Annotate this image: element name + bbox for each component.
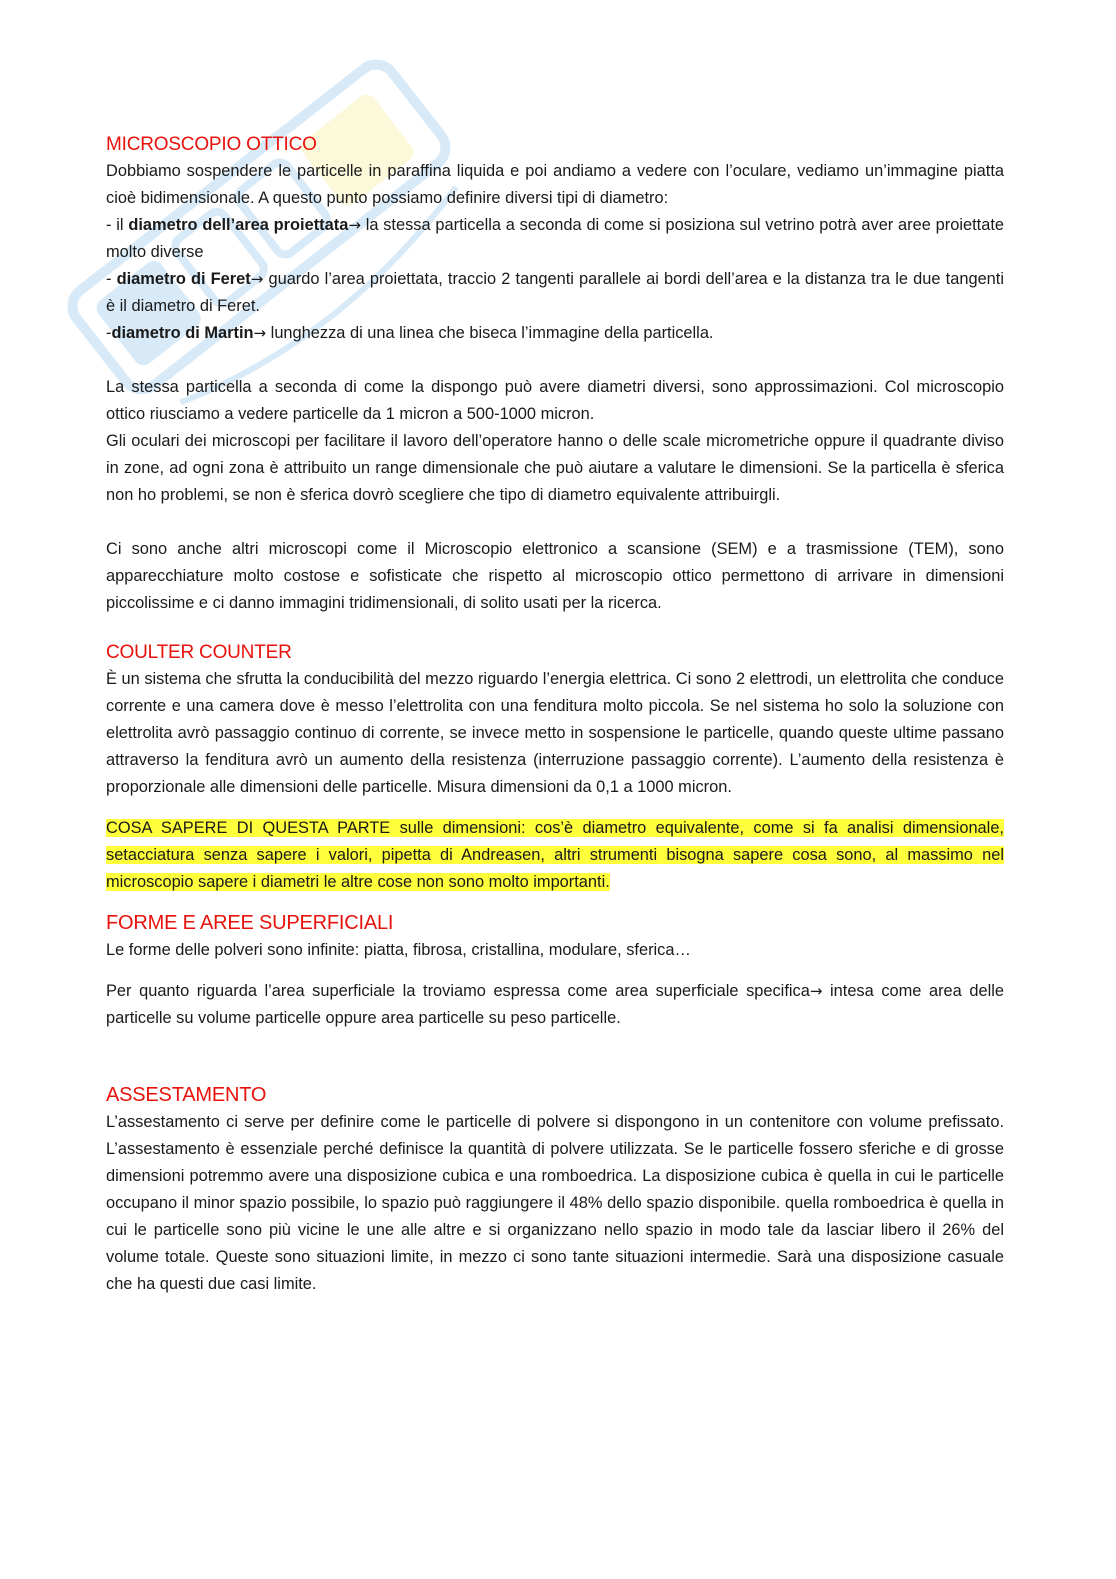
document-page — [106, 131, 1004, 1298]
arrow-icon: → — [250, 270, 264, 288]
highlighted-note — [106, 815, 1004, 896]
list-prefix: - — [106, 324, 112, 342]
paragraph-area-superficiale — [106, 978, 1004, 1032]
paragraph-intro: Dobbiamo sospendere le particelle in paraffina liquida e poi andiamo a vedere con l’oculare, vediamo un’immagine piatta cioè bidimensionale. A questo punto possiamo definire diversi tipi di diametro: — [106, 162, 1004, 207]
list-item-diametro-martin — [106, 320, 1004, 347]
heading-assestamento: ASSESTAMENTO — [106, 1084, 267, 1106]
list-prefix: - il — [106, 216, 129, 234]
definition-text: lunghezza di una linea che biseca l’immagine della particella. — [266, 324, 714, 342]
heading-microscopio-ottico: MICROSCOPIO OTTICO — [106, 134, 317, 155]
term-diametro-area: diametro dell’area proiettata — [128, 216, 349, 234]
list-item-diametro-area — [106, 212, 1004, 266]
term-diametro-feret: diametro di Feret — [116, 270, 251, 288]
paragraph-oculari: Gli oculari dei microscopi per facilitare il lavoro dell’operatore hanno o delle scale micrometriche oppure il quadrante diviso in zone, ad ogni zona è attribuito un range dimensionale che può aiutare a valutare le dimensioni. Se la particella è sferica non ho problemi, se non è sferica dovrò scegliere che tipo di diametro equivalente attribuirgli. — [106, 432, 1004, 504]
term-diametro-martin: diametro di Martin — [111, 324, 254, 342]
heading-forme-aree: FORME E AREE SUPERFICIALI — [106, 912, 394, 934]
definition-text: la stessa particella a seconda di come si posiziona sul vetrino potrà aver aree proiettate molto diverse — [106, 216, 1004, 261]
highlight-text: COSA SAPERE DI QUESTA PARTE sulle dimensioni: cos’è diametro equivalente, come si fa analisi dimensionale, setacciatura senza sapere i valori, pipetta di Andreasen, altri strumenti bisogna sapere cosa sono, al massimo nel microscopio sapere i diametri le altre cose non sono molto importanti. — [106, 819, 1004, 891]
arrow-icon: → — [809, 982, 823, 1000]
list-prefix: - — [106, 270, 117, 288]
heading-coulter-counter: COULTER COUNTER — [106, 642, 292, 663]
arrow-icon: → — [253, 324, 267, 342]
definition-text: guardo l’area proiettata, traccio 2 tangenti parallele ai bordi dell’area e la distanza tra le due tangenti è il diametro di Feret. — [106, 270, 1004, 315]
paragraph-assestamento: L’assestamento ci serve per definire come le particelle di polvere si dispongono in un contenitore con volume prefissato. L’assestamento è essenziale perché definisce la quantità di polvere utilizzata. Se le particelle fossero sferiche e di grosse dimensioni potremmo avere una disposizione cubica e una romboedrica. La disposizione cubica è quella in cui le particelle occupano il minor spazio possibile, lo spazio può raggiungere il 48% dello spazio disponibile. quella romboedrica è quella in cui le particelle sono più vicine le une alle altre e si organizzano nello spazio in modo tale da lasciar libero il 26% del volume totale. Queste sono situazioni limite, in mezzo ci sono tante situazioni intermedie. Sarà una disposizione casuale che ha questi due casi limite. — [106, 1113, 1004, 1293]
list-item-diametro-feret — [106, 266, 1004, 320]
text-part-b: intesa come area delle particelle su volume particelle oppure area particelle su peso particelle. — [106, 982, 1004, 1027]
text-part-a: Per quanto riguarda l’area superficiale la troviamo espressa come area superficiale specifica — [106, 982, 810, 1000]
paragraph-sem-tem: Ci sono anche altri microscopi come il Microscopio elettronico a scansione (SEM) e a trasmissione (TEM), sono apparecchiature molto costose e sofisticate che rispetto al microscopio ottico permettono di arrivare in dimensioni piccolissime e ci danno immagini tridimensionali, di solito usati per la ricerca. — [106, 540, 1004, 612]
paragraph-coulter: È un sistema che sfrutta la conducibilità del mezzo riguardo l’energia elettrica. Ci sono 2 elettrodi, un elettrolita che conduce corrente e una camera dove è messo l’elettrolita con una fenditura molto piccola. Se nel sistema ho solo la soluzione con elettrolita avrò passaggio continuo di corrente, se invece metto in sospensione le particelle, quando queste ultime passano attraverso la fenditura avrò un aumento della resistenza (interruzione passaggio corrente). L’aumento della resistenza è proporzionale alle dimensioni delle particelle. Misura dimensioni da 0,1 a 1000 micron. — [106, 670, 1004, 796]
paragraph-forme: Le forme delle polveri sono infinite: piatta, fibrosa, cristallina, modulare, sferica… — [106, 941, 691, 959]
arrow-icon: → — [348, 216, 361, 234]
paragraph-approssimazioni: La stessa particella a seconda di come la dispongo può avere diametri diversi, sono approssimazioni. Col microscopio ottico riusciamo a vedere particelle da 1 micron a 500-1000 micron. — [106, 378, 1004, 423]
